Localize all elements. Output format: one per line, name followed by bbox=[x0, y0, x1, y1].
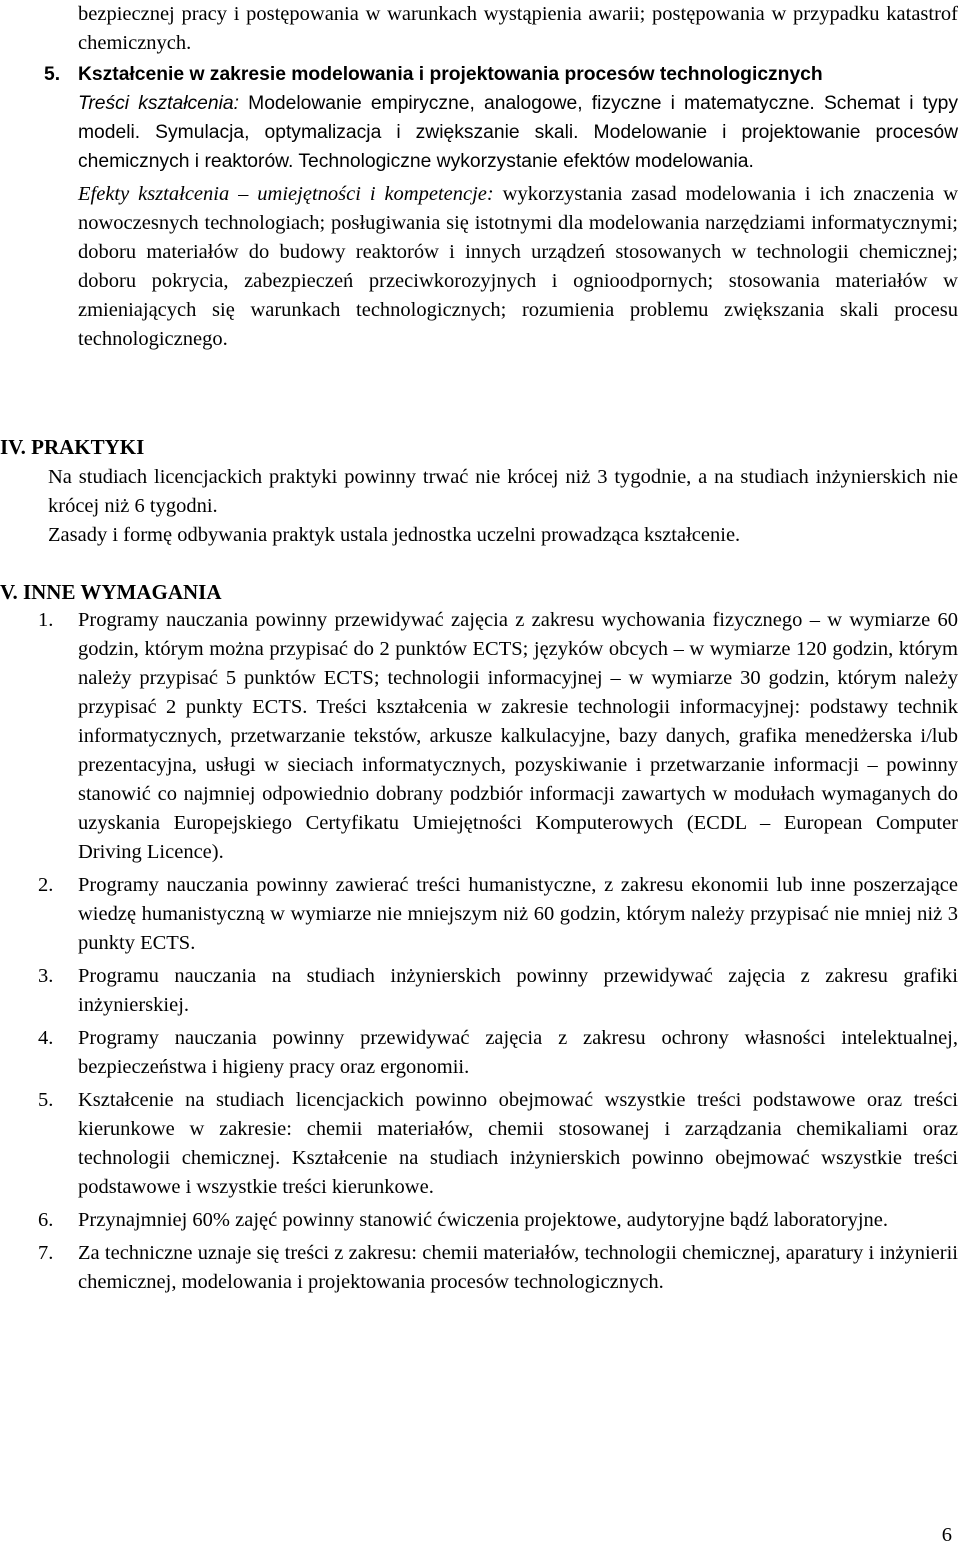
section-5 bbox=[44, 60, 958, 354]
list-item-text: Programy nauczania powinny przewidywać zajęcia z zakresu wychowania fizycznego – w wymiarze 60 godzin, którym można przypisać do 2 punktów ECTS; języków obcych – w wymiarze 120 godzin, którym należy przypisać 5 punktów ECTS; technologii informacyjnej – w wymiarze 30 godzin, którym należy przypisać 2 punkty ECTS. Treści kształcenia w zakresie technologii informacyjnej: podstawy technik informatycznych, przetwarzanie tekstów, arkusze kalkulacyjne, bazy danych, grafika menedżerska i/lub prezentacyjna, usługi w sieciach informatycznych, pozyskiwanie i przetwarzanie informacji – powinny stanowić co najmniej odpowiednio dobrany podzbiór informacji zawartych w modułach wymaganych do uzyskania Europejskiego Certyfikatu Umiejętności Komputerowych (ECDL – European Computer Driving Licence). bbox=[78, 609, 958, 863]
heading-praktyki: IV. PRAKTYKI bbox=[0, 435, 145, 459]
section-5-title: Kształcenie w zakresie modelowania i projektowania procesów technologicznych bbox=[78, 64, 823, 85]
list-item-number: 3. bbox=[38, 965, 54, 987]
list-item bbox=[38, 1024, 958, 1082]
list-item bbox=[38, 871, 958, 958]
list-item-number: 7. bbox=[38, 1242, 54, 1264]
list-item-text: Przynajmniej 60% zajęć powinny stanowić ćwiczenia projektowe, audytoryjne bądź laboratoryjne. bbox=[78, 1209, 889, 1231]
effects-text: wykorzystania zasad modelowania i ich znaczenia w nowoczesnych technologiach; posługiwania się istotnymi dla modelowania narzędziami informatycznymi; doboru materiałów do budowy reaktorów i innych urządzeń stosowanych w technologii chemicznej; doboru pokrycia, zabezpieczeń przeciwkorozyjnych i ognioodpornych; stosowania materiałów w zmieniających się warunkach technologicznych; rozumienia problemu zwiększania skali procesu technologicznego. bbox=[78, 183, 958, 350]
list-item-number: 5. bbox=[38, 1089, 54, 1111]
requirements-list bbox=[38, 606, 958, 1301]
list-item-text: Programu nauczania na studiach inżynierskich powinny przewidywać zajęcia z zakresu grafiki inżynierskiej. bbox=[78, 965, 958, 1016]
list-item-number: 6. bbox=[38, 1209, 54, 1231]
praktyki-paragraph-1: Na studiach licencjackich praktyki powinny trwać nie krócej niż 3 tygodnie, a na studiach inżynierskich nie krócej niż 6 tygodni. bbox=[48, 466, 958, 517]
list-item-text: Za techniczne uznaje się treści z zakresu: chemii materiałów, technologii chemicznej, aparatury i inżynierii chemicznej, modelowania i projektowania procesów technologicznych. bbox=[78, 1242, 958, 1293]
list-item-number: 1. bbox=[38, 609, 54, 631]
list-item-text: Programy nauczania powinny przewidywać zajęcia z zakresu ochrony własności intelektualnej, bezpieczeństwa i higieny pracy oraz ergonomii. bbox=[78, 1027, 958, 1078]
content-text: Modelowanie empiryczne, analogowe, fizyczne i matematyczne. Schemat i typy modeli. Symulacja, optymalizacja i zwiększanie skali. Modelowanie i projektowanie procesów chemicznych i reaktorów. Technologiczne wykorzystanie efektów modelowania. bbox=[78, 93, 959, 172]
list-item bbox=[38, 962, 958, 1020]
section-5-body bbox=[78, 60, 958, 354]
list-item-text: Kształcenie na studiach licencjackich powinno obejmować wszystkie treści podstawowe oraz treści kierunkowe w zakresie: chemii materiałów, chemii stosowanej i zarządzania chemikaliami oraz technologii chemicznej. Kształcenie na studiach inżynierskich powinno obejmować wszystkie treści podstawowe i wszystkie treści kierunkowe. bbox=[78, 1089, 958, 1198]
section-5-effects bbox=[78, 180, 958, 354]
continuation-paragraph: bezpiecznej pracy i postępowania w warunkach wystąpienia awarii; postępowania w przypadku katastrof chemicznych. bbox=[78, 3, 958, 54]
praktyki-paragraph-2: Zasady i formę odbywania praktyk ustala jednostka uczelni prowadząca kształcenie. bbox=[48, 524, 741, 546]
section-5-number: 5. bbox=[44, 64, 61, 85]
list-item-number: 4. bbox=[38, 1027, 54, 1049]
section-5-content bbox=[78, 89, 958, 176]
heading-inne-wymagania: V. INNE WYMAGANIA bbox=[0, 580, 222, 604]
list-item-number: 2. bbox=[38, 874, 54, 896]
list-item bbox=[38, 606, 958, 867]
list-item-text: Programy nauczania powinny zawierać treści humanistyczne, z zakresu ekonomii lub inne poszerzające wiedzę humanistyczną w wymiarze nie mniejszym niż 60 godzin, którym należy przypisać nie mniej niż 3 punkty ECTS. bbox=[78, 874, 958, 954]
list-item bbox=[38, 1239, 958, 1297]
content-label: Treści kształcenia: bbox=[78, 93, 239, 114]
list-item bbox=[38, 1206, 958, 1235]
effects-label: Efekty kształcenia – umiejętności i kompetencje: bbox=[78, 183, 494, 205]
page-number: 6 bbox=[941, 1524, 952, 1546]
list-item bbox=[38, 1086, 958, 1202]
